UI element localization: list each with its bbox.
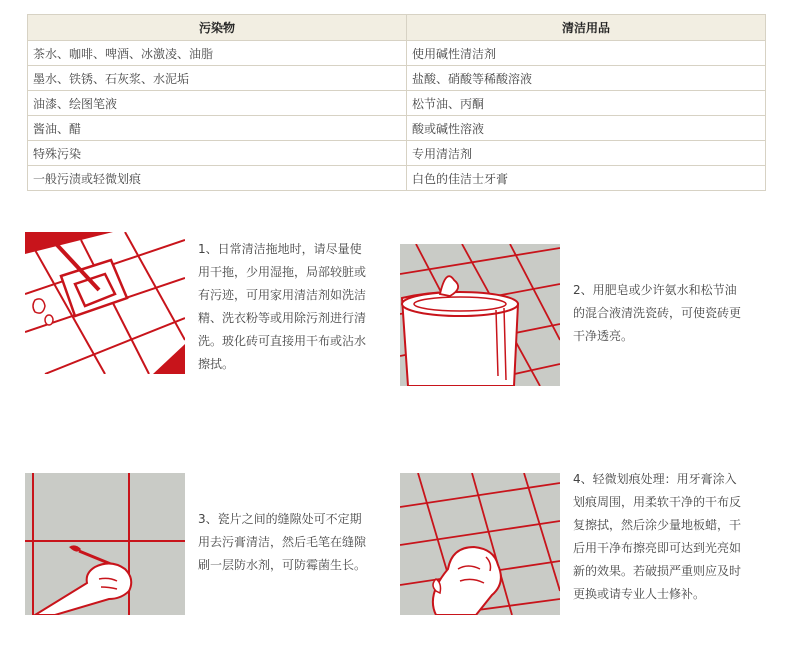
product-cell: 松节油、丙酮 [407,91,766,116]
table-row [28,116,766,141]
pollutant-cell: 茶水、咖啡、啤酒、冰激凌、油脂 [28,41,407,66]
tip-4-text: 4、轻微划痕处理：用牙膏涂入划痕周围，用柔软干净的干布反复擦拭，然后涂少量地板蜡，干后用干净布擦亮即可达到光亮如新的效果。若破损严重则应及时更换或请专业人士修补。 [573,472,742,601]
table-row [28,141,766,166]
brush-grout-illustration [25,473,185,615]
pollutant-cell: 一般污渍或轻微划痕 [28,166,407,191]
tip-2-text: 2、用肥皂或少许氨水和松节油的混合液清洗瓷砖，可使瓷砖更干净透亮。 [573,283,742,343]
header-pollutant: 污染物 [28,15,407,41]
table-header-row [28,15,766,41]
header-cleaning-product: 清洁用品 [407,15,766,41]
table-row [28,91,766,116]
stain-cleaning-table [27,14,766,191]
pollutant-cell: 酱油、醋 [28,116,407,141]
pollutant-cell: 油漆、绘图笔液 [28,91,407,116]
product-cell: 盐酸、硝酸等稀酸溶液 [407,66,766,91]
product-cell: 酸或碱性溶液 [407,116,766,141]
tip-1-text: 1、日常清洁拖地时，请尽量使用干拖，少用湿拖，局部较脏或有污迹，可用家用清洁剂如洗洁精、洗衣粉等或用除污剂进行清洗。玻化砖可直接用干布或沾水擦拭。 [198,242,367,371]
pollutant-cell: 墨水、铁锈、石灰浆、水泥垢 [28,66,407,91]
pollutant-cell: 特殊污染 [28,141,407,166]
table-row [28,41,766,66]
product-cell: 使用碱性清洁剂 [407,41,766,66]
product-cell: 专用清洁剂 [407,141,766,166]
tip-3-text: 3、瓷片之间的缝隙处可不定期用去污膏清洁，然后毛笔在缝隙刷一层防水剂，可防霉菌生长。 [198,512,367,572]
table-row [28,166,766,191]
mop-floor-illustration [25,232,185,374]
bucket-wash-illustration [400,244,560,386]
product-cell: 白色的佳洁士牙膏 [407,166,766,191]
wipe-scratch-illustration [400,473,560,615]
table-row [28,66,766,91]
